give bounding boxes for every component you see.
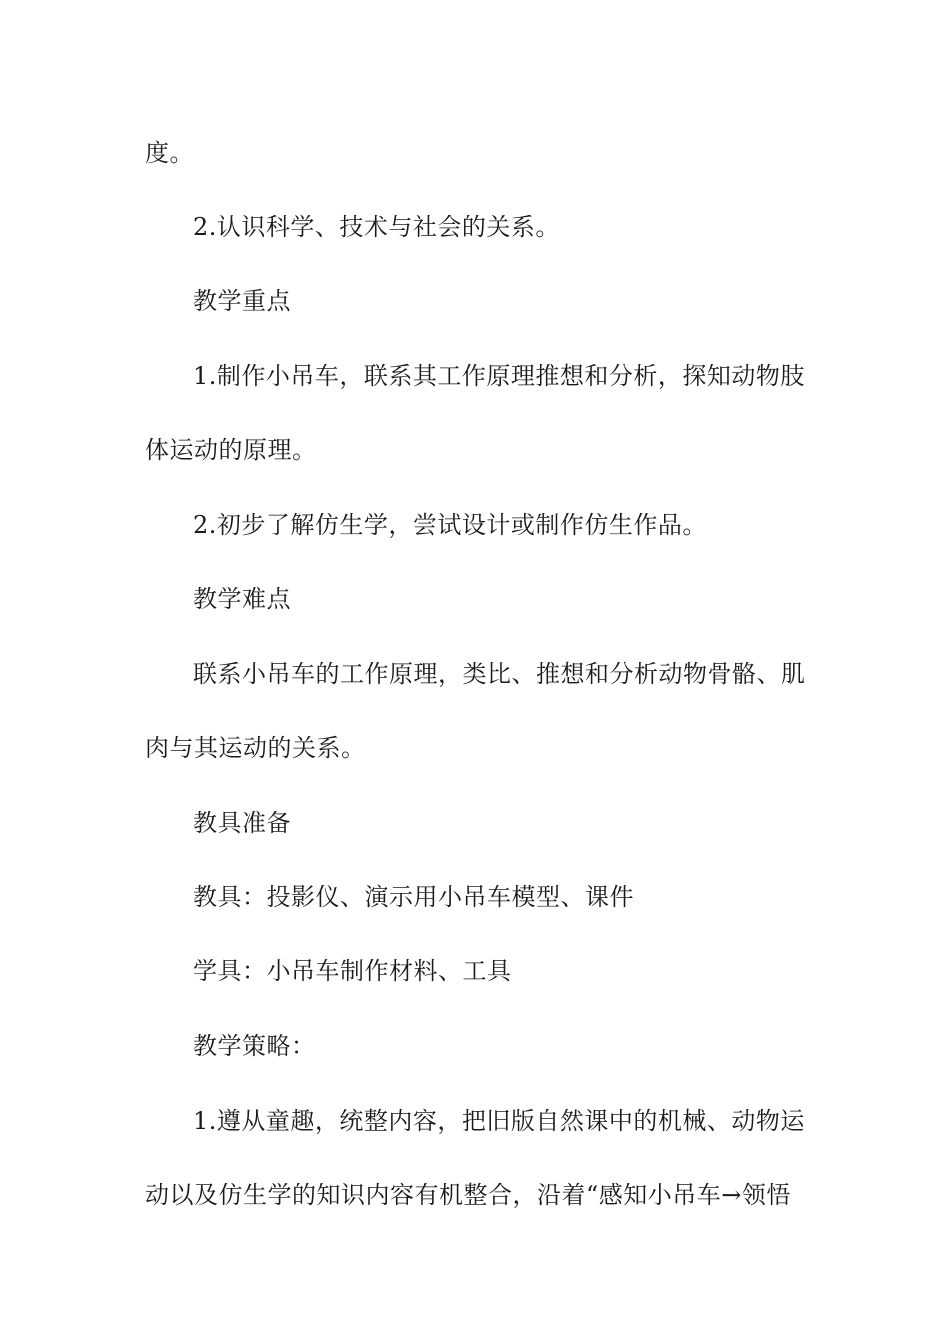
text-line-continuation: 度。 [145, 139, 194, 167]
heading-teaching-difficulty: 教学难点 [193, 585, 291, 613]
text-line-objective-2: 2.认识科学、技术与社会的关系。 [193, 213, 560, 241]
text-line-focus-1-cont: 体运动的原理。 [145, 436, 317, 464]
heading-teaching-strategy: 教学策略： [193, 1032, 316, 1060]
text-line-strategy-1-cont: 动以及仿生学的知识内容有机整合，沿着“感知小吊车→领悟 [145, 1181, 791, 1209]
text-line-difficulty-cont: 肉与其运动的关系。 [145, 734, 366, 762]
text-line-focus-2: 2.初步了解仿生学，尝试设计或制作仿生作品。 [193, 511, 707, 539]
heading-teaching-aids: 教具准备 [193, 809, 291, 837]
text-line-focus-1: 1.制作小吊车，联系其工作原理推想和分析，探知动物肢 [193, 362, 805, 390]
text-line-strategy-1: 1.遵从童趣，统整内容，把旧版自然课中的机械、动物运 [193, 1107, 805, 1135]
text-line-student-aids: 学具：小吊车制作材料、工具 [193, 957, 512, 985]
text-line-difficulty: 联系小吊车的工作原理，类比、推想和分析动物骨骼、肌 [193, 660, 806, 688]
heading-teaching-focus: 教学重点 [193, 287, 291, 315]
text-line-teacher-aids: 教具：投影仪、演示用小吊车模型、课件 [193, 883, 634, 911]
